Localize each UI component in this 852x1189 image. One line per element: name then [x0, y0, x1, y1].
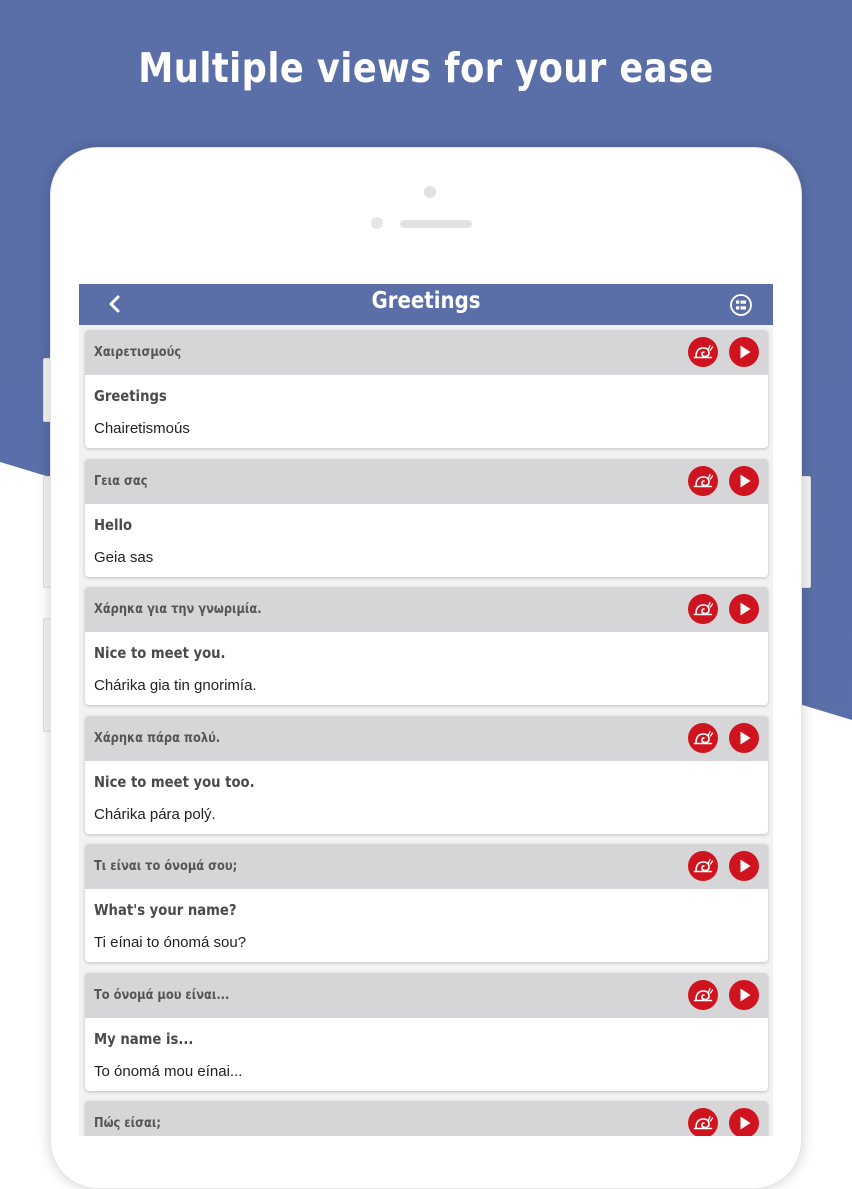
- transliteration: Geia sas: [94, 548, 154, 566]
- phrase-list: [85, 330, 769, 1136]
- snail-icon: [688, 337, 718, 367]
- snail-icon: [688, 1108, 718, 1136]
- promo-headline: Multiple views for your ease: [138, 44, 714, 92]
- phrase-card-header: [85, 330, 768, 375]
- play-audio-button[interactable]: [729, 723, 759, 753]
- phrase-card: [85, 587, 768, 705]
- list-view-icon[interactable]: [729, 293, 753, 317]
- phrase-card-header: [85, 459, 768, 504]
- play-icon: [729, 980, 759, 1010]
- english-phrase: Hello: [94, 515, 133, 534]
- play-audio-button[interactable]: [729, 1108, 759, 1136]
- tablet-speaker: [400, 220, 472, 228]
- greek-phrase: Τι είναι το όνομά σου;: [94, 859, 238, 874]
- play-audio-button[interactable]: [729, 337, 759, 367]
- snail-icon: [688, 723, 718, 753]
- english-phrase: My name is...: [94, 1029, 194, 1048]
- slow-audio-button[interactable]: [688, 980, 718, 1010]
- phrase-card: [85, 716, 768, 834]
- tablet-camera: [424, 186, 436, 198]
- phrase-card-header: [85, 973, 768, 1018]
- english-phrase: Nice to meet you.: [94, 644, 226, 662]
- snail-icon: [688, 980, 718, 1010]
- greek-phrase: Το όνομά μου είναι...: [94, 987, 230, 1003]
- play-icon: [729, 594, 759, 624]
- app-screen: [79, 284, 773, 1136]
- play-audio-button[interactable]: [729, 594, 759, 624]
- slow-audio-button[interactable]: [688, 594, 718, 624]
- slow-audio-button[interactable]: [688, 466, 718, 496]
- play-icon: [729, 466, 759, 496]
- english-phrase: Greetings: [94, 387, 167, 405]
- play-icon: [729, 337, 759, 367]
- slow-audio-button[interactable]: [688, 1108, 718, 1136]
- snail-icon: [688, 851, 718, 881]
- play-audio-button[interactable]: [729, 851, 759, 881]
- english-phrase: Nice to meet you too.: [94, 772, 255, 791]
- play-icon: [729, 723, 759, 753]
- play-icon: [729, 851, 759, 881]
- phrase-card-header: [85, 844, 768, 889]
- greek-phrase: Χάρηκα για την γνωριμία.: [94, 602, 262, 617]
- phrase-card: [85, 1101, 768, 1136]
- transliteration: Chárika pára polý.: [94, 805, 216, 823]
- slow-audio-button[interactable]: [688, 337, 718, 367]
- slow-audio-button[interactable]: [688, 723, 718, 753]
- greek-phrase: Πώς είσαι;: [94, 1116, 161, 1131]
- phrase-card: [85, 844, 768, 962]
- greek-phrase: Γεια σας: [94, 473, 148, 489]
- app-bar: [79, 284, 773, 325]
- transliteration: Chárika gia tin gnorimía.: [94, 677, 257, 694]
- slow-audio-button[interactable]: [688, 851, 718, 881]
- snail-icon: [688, 466, 718, 496]
- phrase-card: [85, 330, 768, 448]
- phrase-card-header: [85, 716, 768, 761]
- greek-phrase: Χάρηκα πάρα πολύ.: [94, 730, 221, 746]
- tablet-sensor: [371, 217, 383, 229]
- chevron-left-icon[interactable]: [103, 292, 127, 316]
- greek-phrase: Χαιρετισμούς: [94, 345, 182, 360]
- snail-icon: [688, 594, 718, 624]
- transliteration: Ti eínai to ónomá sou?: [94, 934, 247, 951]
- english-phrase: What's your name?: [94, 901, 237, 919]
- play-icon: [729, 1108, 759, 1136]
- transliteration: Chairetismoús: [94, 420, 190, 437]
- phrase-card: [85, 973, 768, 1091]
- phrase-card: [85, 459, 768, 577]
- play-audio-button[interactable]: [729, 980, 759, 1010]
- phrase-card-header: [85, 1101, 768, 1136]
- phrase-card-header: [85, 587, 768, 632]
- play-audio-button[interactable]: [729, 466, 759, 496]
- page-title: Greetings: [371, 288, 481, 314]
- transliteration: To ónomá mou eínai...: [94, 1062, 243, 1080]
